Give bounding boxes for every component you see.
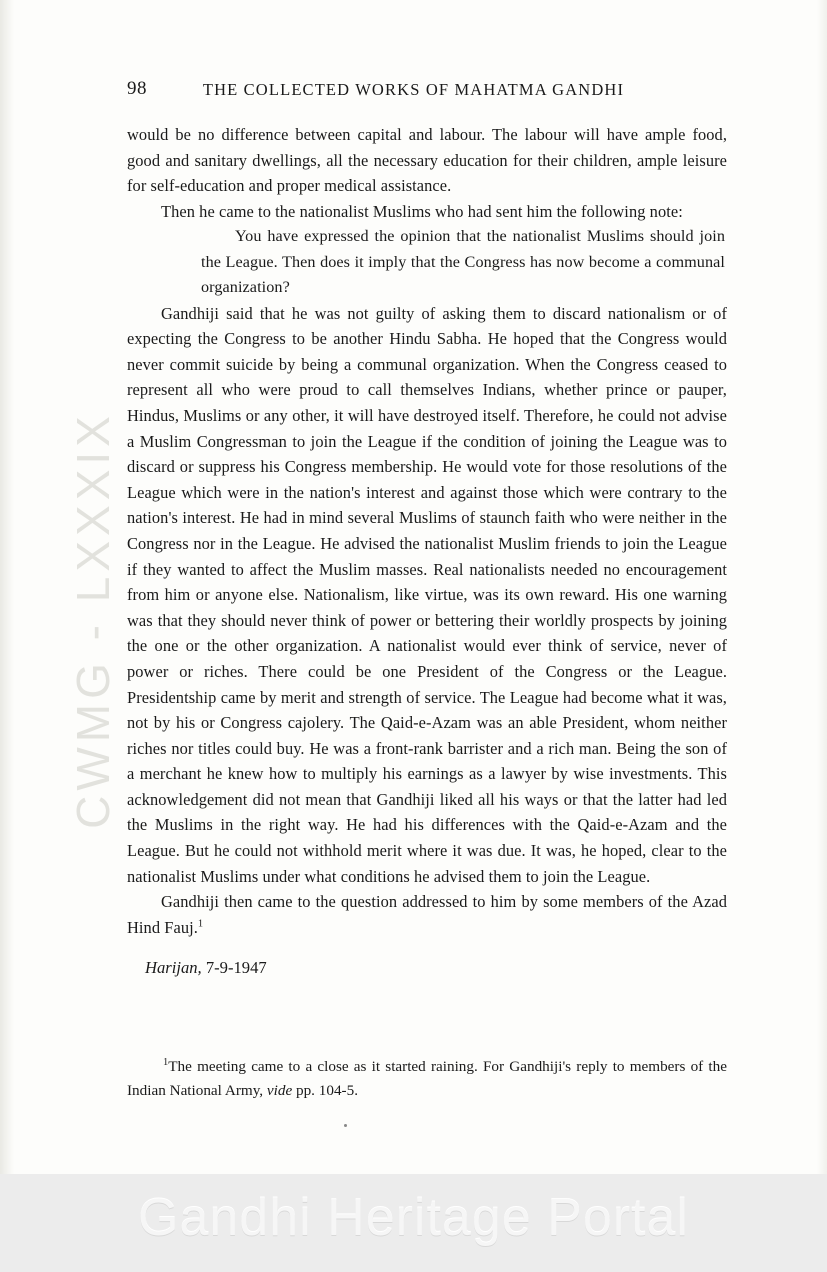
source-citation xyxy=(127,958,727,978)
paragraph-azad-hind-fauj-text: Gandhiji then came to the question addressed to him by some members of the Azad Hind Fauj. xyxy=(127,892,727,937)
body-text xyxy=(127,122,727,978)
running-title: THE COLLECTED WORKS OF MAHATMA GANDHI xyxy=(202,80,625,99)
quotation-text: You have expressed the opinion that the nationalist Muslims should join the League. Then does it imply that the Congress has now become a communal organization? xyxy=(201,227,725,297)
paragraph-azad-hind-fauj xyxy=(127,889,727,940)
footnote-text-after: pp. 104-5. xyxy=(292,1082,358,1099)
footnote-text-before: The meeting came to a close as it started raining. For Gandhiji's reply to members of the Indian National Army, xyxy=(127,1058,727,1099)
portal-watermark-text: Gandhi Heritage Portal xyxy=(138,1189,689,1247)
page-number: 98 xyxy=(127,78,147,99)
source-date: 7-9-1947 xyxy=(201,958,267,978)
scan-edge-left xyxy=(0,0,14,1272)
spine-watermark-text: CWMG - LXXXIX xyxy=(67,411,119,829)
scan-speck xyxy=(344,1124,347,1127)
page-header xyxy=(0,78,827,104)
scan-edge-right xyxy=(817,0,827,1272)
spine-watermark xyxy=(58,240,128,1000)
block-quotation xyxy=(127,224,727,300)
footnote-1 xyxy=(127,1055,727,1103)
paragraph-nationalist-note-intro: Then he came to the nationalist Muslims who had sent him the following note: xyxy=(161,201,683,221)
footnote-vide: vide xyxy=(266,1082,293,1099)
paragraph-continuation: would be no difference between capital and labour. The labour will have ample food, good and sanitary dwellings, all the necessary education for their children, ample leisure for self-education and proper medical assistance. xyxy=(127,125,727,196)
footnote-reference-1: 1 xyxy=(197,918,204,930)
footnote-zone xyxy=(127,1055,727,1103)
source-publication-title: Harijan, xyxy=(145,958,202,978)
footnote-marker: 1 xyxy=(163,1056,169,1068)
paragraph-gandhiji-reply: Gandhiji said that he was not guilty of asking them to discard nationalism or of expecting the Congress to be another Hindu Sabha. He hoped that the Congress would never commit suicide by being a communal organization. When the Congress ceased to represent all who were proud to call themselves Indians, whether prince or pauper, Hindus, Muslims or any other, it will have destroyed itself. Therefore, he could not advise a Muslim Congressman to join the League if the condition of joining the League was to discard or suppress his Congress membership. He would vote for those resolutions of the League which were in the nation's interest and against those which were contrary to the nation's interest. He had in mind several Muslims of staunch faith who were neither in the Congress nor in the League. He advised the nationalist Muslim friends to join the League if they wanted to affect the Muslim masses. Real nationalists needed no encouragement from him or anyone else. Nationalism, like virtue, was its own reward. His one warning was that they should never think of power or bettering their worldly prospects by joining the one or the other organization. A nationalist would ever think of service, never of power or riches. There could be one President of the Congress or the League. Presidentship came by merit and strength of service. The League had become what it was, not by his or Congress cajolery. The Qaid-e-Azam was an able President, whom neither riches nor titles could buy. He was a front-rank barrister and a rich man. Being the son of a merchant he knew how to multiply his earnings as a lawyer by wise investments. This acknowledgement did not mean that Gandhiji liked all his ways or that the latter had led the Muslims in the right way. He had his differences with the Qaid-e-Azam and the League. But he could not withhold merit where it was due. It was, he hoped, clear to the nationalist Muslims under what conditions he advised them to join the League. xyxy=(127,303,727,886)
